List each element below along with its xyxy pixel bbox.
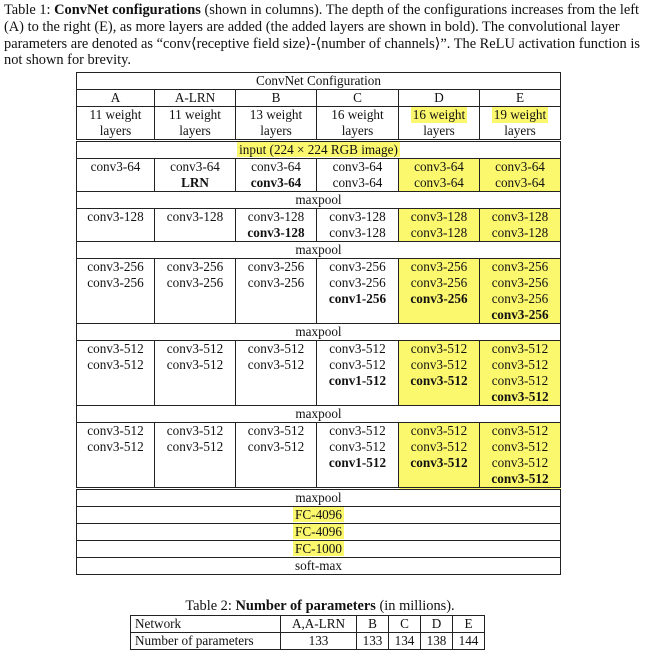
layer-added: LRN bbox=[181, 175, 209, 190]
block4-e bbox=[480, 341, 561, 406]
block3-e bbox=[480, 259, 561, 324]
col-name-e: E bbox=[480, 90, 561, 107]
input-row bbox=[77, 141, 561, 159]
params-row-label: Number of parameters bbox=[131, 633, 281, 650]
layer: conv3-256 bbox=[410, 275, 468, 290]
layer: conv3-512 bbox=[491, 341, 549, 356]
params-header-b: B bbox=[357, 616, 389, 633]
layer: conv3-256 bbox=[491, 259, 549, 274]
col-desc-a bbox=[77, 107, 155, 141]
layer: conv3-512 bbox=[491, 373, 549, 388]
params-header-a: A,A-LRN bbox=[281, 616, 357, 633]
block1-alrn bbox=[155, 159, 236, 192]
block1-d bbox=[399, 159, 480, 192]
params-header-e: E bbox=[453, 616, 485, 633]
layer-added: conv3-512 bbox=[410, 455, 468, 470]
layer-added: conv1-512 bbox=[328, 455, 387, 470]
layer: conv3-64 bbox=[332, 175, 383, 190]
block5-d bbox=[399, 423, 480, 489]
block3-alrn bbox=[155, 259, 236, 324]
layer-added: conv1-256 bbox=[328, 291, 387, 306]
table-title: ConvNet Configuration bbox=[77, 73, 561, 90]
desc-line: 16 weight bbox=[331, 107, 384, 122]
parameters-table bbox=[130, 615, 485, 650]
layer: conv3-256 bbox=[87, 275, 144, 290]
col-name-alrn: A-LRN bbox=[155, 90, 236, 107]
layer: conv3-64 bbox=[251, 159, 301, 174]
layer: conv3-512 bbox=[247, 341, 305, 356]
layer: conv3-512 bbox=[491, 455, 549, 470]
block2-c bbox=[317, 209, 399, 242]
col-desc-b bbox=[236, 107, 317, 141]
desc-line: layers bbox=[179, 123, 211, 138]
layer: conv3-64 bbox=[495, 175, 545, 190]
layer: conv3-128 bbox=[491, 209, 549, 224]
block4-b bbox=[236, 341, 317, 406]
layer: conv3-512 bbox=[329, 341, 386, 356]
desc-line: 13 weight bbox=[249, 107, 303, 122]
convnet-config-table bbox=[76, 72, 561, 575]
params-header-c: C bbox=[389, 616, 421, 633]
block4-c bbox=[317, 341, 399, 406]
block3-c bbox=[317, 259, 399, 324]
desc-line: layers bbox=[260, 123, 292, 138]
params-value-a: 133 bbox=[281, 633, 357, 650]
layer: conv3-64 bbox=[414, 159, 464, 174]
layer: conv3-512 bbox=[491, 357, 549, 372]
layer: conv3-512 bbox=[87, 423, 144, 438]
fc1-cell bbox=[77, 507, 561, 524]
table-title-row bbox=[77, 73, 561, 90]
layer: conv3-512 bbox=[87, 341, 144, 356]
fc3-label: FC-1000 bbox=[295, 541, 342, 556]
layer-added: conv3-512 bbox=[410, 373, 468, 388]
layer: conv3-512 bbox=[247, 357, 305, 372]
block3-row bbox=[77, 259, 561, 324]
fc1-row bbox=[77, 507, 561, 524]
fc3-cell bbox=[77, 541, 561, 558]
params-value-c: 134 bbox=[389, 633, 421, 650]
softmax-row bbox=[77, 558, 561, 575]
layer: conv3-128 bbox=[166, 209, 224, 224]
maxpool-label: maxpool bbox=[77, 406, 561, 423]
block4-alrn bbox=[155, 341, 236, 406]
params-value-row bbox=[131, 633, 485, 650]
caption-text: (in millions). bbox=[375, 598, 455, 614]
block1-c bbox=[317, 159, 399, 192]
block2-row bbox=[77, 209, 561, 242]
maxpool-row bbox=[77, 324, 561, 341]
layer: conv3-64 bbox=[170, 159, 220, 174]
maxpool-label: maxpool bbox=[77, 324, 561, 341]
layer: conv3-128 bbox=[329, 225, 386, 240]
column-name-row bbox=[77, 90, 561, 107]
layer-added: conv3-256 bbox=[410, 291, 468, 306]
layer-added: conv3-64 bbox=[250, 175, 302, 190]
table1-caption bbox=[4, 2, 641, 69]
layer: conv3-512 bbox=[247, 439, 305, 454]
layer-added: conv3-512 bbox=[491, 389, 549, 404]
layer-added: conv3-512 bbox=[491, 471, 549, 486]
block3-a bbox=[77, 259, 155, 324]
maxpool-label: maxpool bbox=[77, 242, 561, 259]
layer: conv3-256 bbox=[247, 259, 305, 274]
caption-bold: ConvNet configurations bbox=[54, 2, 201, 18]
block4-a bbox=[77, 341, 155, 406]
layer: conv3-64 bbox=[332, 159, 383, 174]
caption-bold: Number of parameters bbox=[235, 598, 376, 614]
layer: conv3-256 bbox=[491, 275, 549, 290]
params-header-row bbox=[131, 616, 485, 633]
block1-e bbox=[480, 159, 561, 192]
layer: conv3-128 bbox=[247, 209, 305, 224]
col-desc-c bbox=[317, 107, 399, 141]
layer: conv3-512 bbox=[410, 357, 468, 372]
layer: conv3-64 bbox=[414, 175, 464, 190]
layer: conv3-512 bbox=[166, 439, 224, 454]
fc3-row bbox=[77, 541, 561, 558]
block1-a bbox=[77, 159, 155, 192]
layer: conv3-512 bbox=[166, 341, 224, 356]
input-text: input (224 × 224 RGB image) bbox=[239, 142, 398, 157]
caption-prefix: Table 1: bbox=[4, 2, 55, 18]
fc2-row bbox=[77, 524, 561, 541]
layer: conv3-512 bbox=[166, 357, 224, 372]
maxpool-row bbox=[77, 242, 561, 259]
layer: conv3-512 bbox=[329, 439, 386, 454]
col-name-c: C bbox=[317, 90, 399, 107]
block5-alrn bbox=[155, 423, 236, 489]
block5-a bbox=[77, 423, 155, 489]
layer-added: conv3-128 bbox=[247, 225, 305, 240]
col-desc-e bbox=[480, 107, 561, 141]
block2-d bbox=[399, 209, 480, 242]
params-header-d: D bbox=[421, 616, 453, 633]
desc-line: layers bbox=[504, 123, 536, 138]
layer: conv3-512 bbox=[410, 439, 468, 454]
fc1-label: FC-4096 bbox=[295, 507, 342, 522]
layer: conv3-512 bbox=[491, 439, 549, 454]
maxpool-row bbox=[77, 192, 561, 209]
layer: conv3-128 bbox=[87, 209, 144, 224]
params-value-b: 133 bbox=[357, 633, 389, 650]
desc-line: layers bbox=[341, 123, 374, 138]
layer: conv3-128 bbox=[410, 225, 468, 240]
desc-line: 16 weight bbox=[412, 107, 466, 122]
layer: conv3-256 bbox=[87, 259, 144, 274]
layer: conv3-512 bbox=[247, 423, 305, 438]
block4-d bbox=[399, 341, 480, 406]
params-value-e: 144 bbox=[453, 633, 485, 650]
layer: conv3-256 bbox=[491, 291, 549, 306]
caption-prefix: Table 2: bbox=[185, 598, 236, 614]
layer-added: conv3-256 bbox=[491, 307, 549, 322]
block5-row bbox=[77, 423, 561, 489]
layer: conv3-256 bbox=[166, 275, 224, 290]
layer: conv3-128 bbox=[491, 225, 549, 240]
layer: conv3-512 bbox=[87, 357, 144, 372]
layer: conv3-512 bbox=[410, 423, 468, 438]
block2-a bbox=[77, 209, 155, 242]
layer: conv3-128 bbox=[329, 209, 386, 224]
block5-b bbox=[236, 423, 317, 489]
layer: conv3-512 bbox=[87, 439, 144, 454]
fc2-cell bbox=[77, 524, 561, 541]
layer-added: conv1-512 bbox=[328, 373, 387, 388]
col-desc-alrn bbox=[155, 107, 236, 141]
maxpool-label: maxpool bbox=[77, 192, 561, 209]
fc2-label: FC-4096 bbox=[295, 524, 342, 539]
desc-line: 11 weight bbox=[89, 107, 142, 122]
block2-e bbox=[480, 209, 561, 242]
block3-b bbox=[236, 259, 317, 324]
desc-line: layers bbox=[99, 123, 132, 138]
layer: conv3-64 bbox=[90, 159, 141, 174]
input-label bbox=[77, 141, 561, 159]
column-desc-row bbox=[77, 107, 561, 141]
col-name-b: B bbox=[236, 90, 317, 107]
col-desc-d bbox=[399, 107, 480, 141]
col-name-d: D bbox=[399, 90, 480, 107]
desc-line: 11 weight bbox=[169, 107, 221, 122]
layer: conv3-512 bbox=[329, 423, 386, 438]
block1-row bbox=[77, 159, 561, 192]
final-maxpool-row bbox=[77, 489, 561, 507]
block2-alrn bbox=[155, 209, 236, 242]
col-name-a: A bbox=[77, 90, 155, 107]
softmax-label: soft-max bbox=[77, 558, 561, 575]
maxpool-label: maxpool bbox=[77, 489, 561, 507]
block5-c bbox=[317, 423, 399, 489]
block4-row bbox=[77, 341, 561, 406]
layer: conv3-256 bbox=[410, 259, 468, 274]
layer: conv3-512 bbox=[491, 423, 549, 438]
layer: conv3-256 bbox=[329, 259, 386, 274]
layer: conv3-64 bbox=[495, 159, 545, 174]
layer: conv3-128 bbox=[410, 209, 468, 224]
maxpool-row bbox=[77, 406, 561, 423]
params-header-network: Network bbox=[131, 616, 281, 633]
table2-caption bbox=[130, 598, 510, 615]
layer: conv3-256 bbox=[166, 259, 224, 274]
desc-line: 19 weight bbox=[493, 107, 547, 122]
block1-b bbox=[236, 159, 317, 192]
layer: conv3-256 bbox=[329, 275, 386, 290]
block3-d bbox=[399, 259, 480, 324]
layer: conv3-256 bbox=[247, 275, 305, 290]
layer: conv3-512 bbox=[166, 423, 224, 438]
block2-b bbox=[236, 209, 317, 242]
layer: conv3-512 bbox=[410, 341, 468, 356]
params-value-d: 138 bbox=[421, 633, 453, 650]
layer: conv3-512 bbox=[329, 357, 386, 372]
block5-e bbox=[480, 423, 561, 489]
desc-line: layers bbox=[423, 123, 455, 138]
caption-text: (shown in columns). The depth of the configurations increases from the left (A) to the right (E), as more layers are added (the added layers are shown in bold). The convolutional layer parameters are denoted as “conv⟨receptive field size⟩-⟨number of channels⟩”. The ReLU activation function is not shown for brevity. bbox=[4, 2, 640, 69]
